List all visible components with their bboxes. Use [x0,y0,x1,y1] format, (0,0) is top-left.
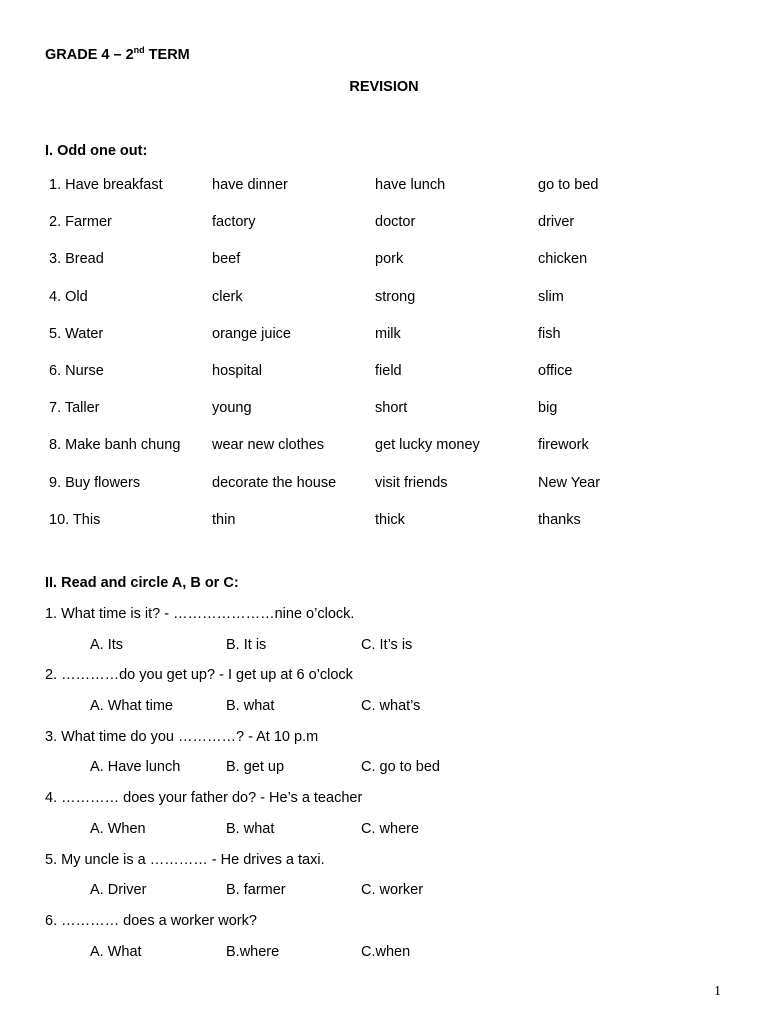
question-text: 2. …………do you get up? - I get up at 6 o’clock [45,667,353,684]
page-title: REVISION [349,79,419,95]
option-word: field [375,363,402,379]
answer-option: B. It is [226,636,267,653]
answer-option: A. Its [90,636,124,653]
answer-option: B. farmer [226,882,286,899]
question-word: 2. Farmer [49,214,112,231]
option-word: New Year [538,474,601,491]
answer-option: B. what [226,820,275,837]
answer-option: C. what’s [361,697,421,714]
section-read-circle-title: II. Read and circle A, B or C: [45,575,239,591]
question-text: 5. My uncle is a ………… - He drives a taxi. [45,851,325,868]
option-word: orange juice [212,325,291,342]
option-word: have dinner [212,177,288,193]
term-text: TERM [144,47,190,63]
option-word: young [212,400,252,417]
option-word: firework [538,437,589,454]
answer-option: C. go to bed [361,759,440,776]
option-word: milk [375,325,401,342]
answer-option: A. What time [90,697,173,714]
option-word: factory [212,214,256,231]
option-word: doctor [375,214,416,231]
option-word: big [538,400,558,417]
question-word: 5. Water [49,325,104,342]
option-word: chicken [538,251,588,268]
option-word: slim [538,288,564,305]
option-word: office [538,363,573,379]
option-word: strong [375,288,416,305]
option-word: wear new clothes [212,437,325,454]
section-odd-one-out-title: I. Odd one out: [45,143,148,159]
answer-option: C. It’s is [361,636,413,653]
option-word: have lunch [375,177,446,193]
question-word: 9. Buy flowers [49,474,141,491]
option-word: pork [375,251,404,268]
answer-option: A. Driver [90,882,147,899]
answer-option: A. What [90,943,142,960]
question-word: 3. Bread [49,251,104,268]
grade-heading [45,47,190,63]
question-word: 8. Make banh chung [49,437,181,454]
answer-option: C. where [361,820,420,837]
question-text: 6. ………… does a worker work? [45,913,257,929]
option-word: clerk [212,288,243,305]
question-text: 3. What time do you …………? - At 10 p.m [45,728,319,745]
question-word: 1. Have breakfast [49,177,163,193]
option-word: hospital [212,363,262,379]
option-word: short [375,400,408,417]
question-word: 6. Nurse [49,363,104,379]
option-word: driver [538,214,575,231]
answer-option: C. worker [361,882,424,899]
grade-superscript: nd [133,45,145,55]
question-word: 10. This [49,511,101,528]
answer-option: B.where [226,943,280,960]
answer-option: A. Have lunch [90,759,181,776]
option-word: fish [538,325,561,342]
option-word: decorate the house [212,474,337,491]
answer-option: C.when [361,943,411,960]
question-text: 1. What time is it? - …………………nine o’clock. [45,606,355,622]
option-word: thanks [538,511,581,528]
option-word: get lucky money [375,437,480,454]
page-number: 1 [714,984,721,999]
option-word: thin [212,511,236,528]
answer-option: B. what [226,697,275,714]
question-word: 4. Old [49,288,88,305]
answer-option: A. When [90,820,146,837]
option-word: thick [375,511,405,528]
question-text: 4. ………… does your father do? - He’s a teacher [45,790,363,807]
answer-option: B. get up [226,759,285,776]
option-word: beef [212,251,241,268]
grade-text: GRADE 4 – 2 [45,47,134,63]
question-word: 7. Taller [49,400,100,417]
option-word: go to bed [538,177,599,193]
option-word: visit friends [375,474,448,491]
